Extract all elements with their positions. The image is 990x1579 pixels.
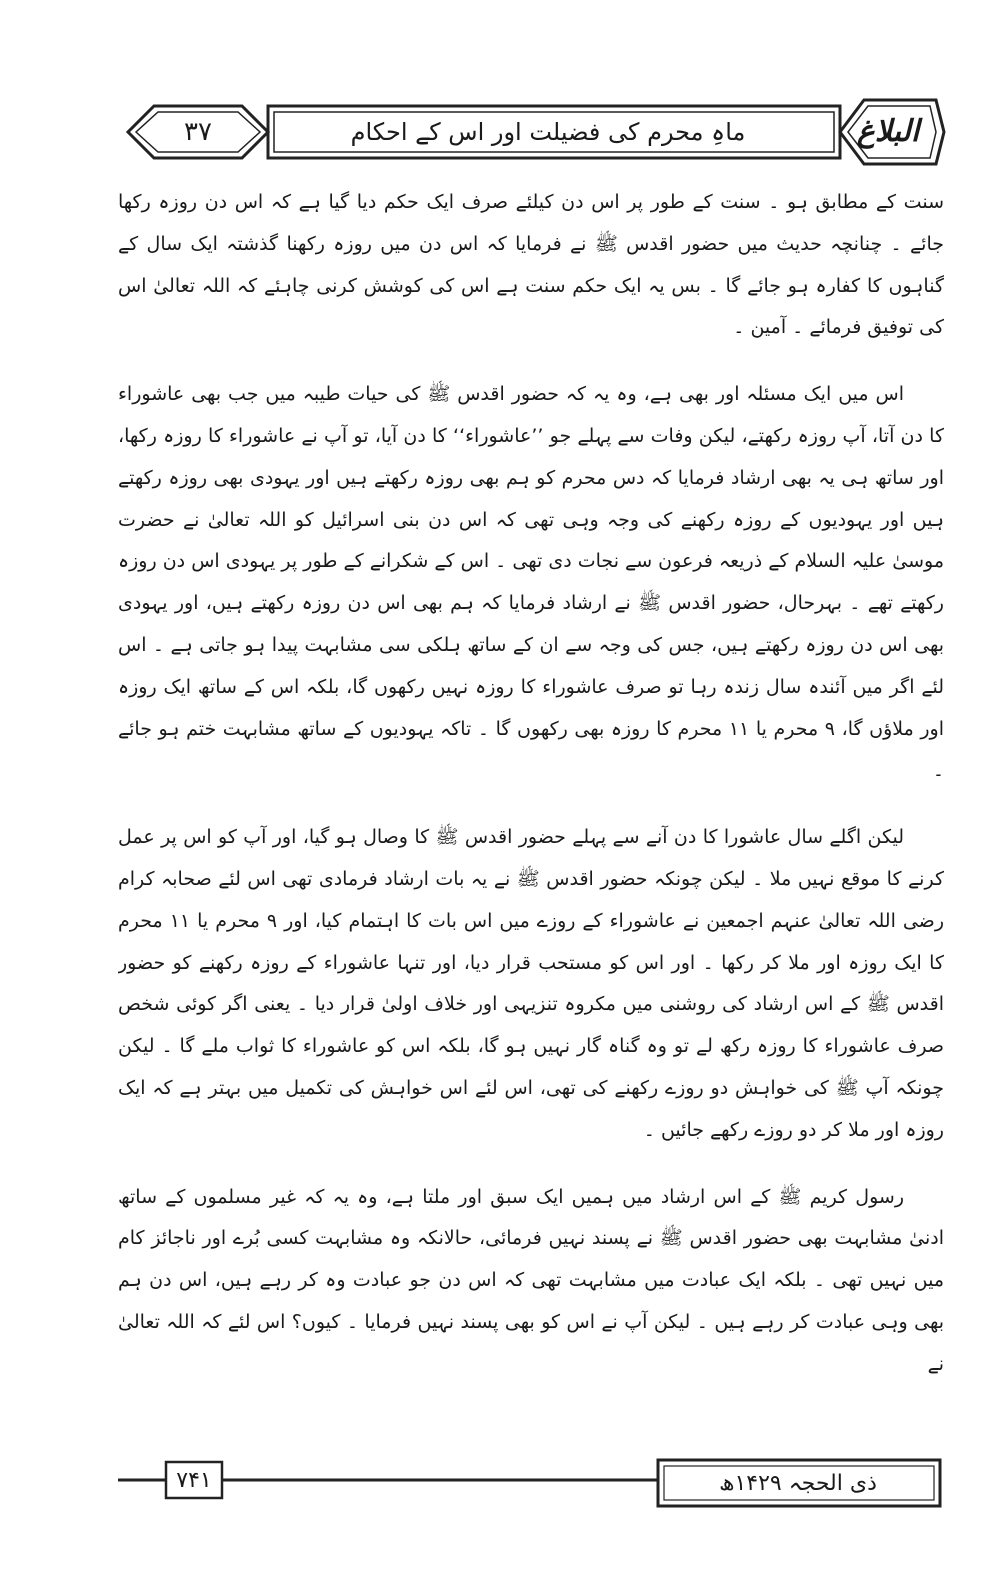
- running-title: ماہِ محرم کی فضیلت اور اس کے احکام: [350, 118, 746, 146]
- paragraph-2: اس میں ایک مسئلہ اور بھی ہے، وہ یہ کہ حضور اقدس ﷺ کی حیات طیبہ میں جب بھی عاشوراء کا دن آتا، آپ روزہ رکھتے، لیکن وفات سے پہلے جو ’’عاشوراء‘‘ کا دن آیا، تو آپ نے عاشوراء کا روزہ رکھا، اور ساتھ ہی یہ بھی ارشاد فرمایا کہ دس محرم کو ہم بھی روزہ رکھتے ہیں اور یہودی بھی روزہ رکھتے ہیں اور یہودیوں کے روزہ رکھنے کی وجہ وہی تھی کہ اس دن بنی اسرائیل کو اللہ تعالیٰ نے حضرت موسیٰ علیہ السلام کے ذریعہ فرعون سے نجات دی تھی ۔ اس کے شکرانے کے طور پر یہودی اس دن روزہ رکھتے تھے ۔ بہرحال، حضور اقدس ﷺ نے ارشاد فرمایا کہ ہم بھی اس دن روزہ رکھتے ہیں، اور یہودی بھی اس دن روزہ رکھتے ہیں، جس کی وجہ سے ان کے ساتھ ہلکی سی مشابہت پیدا ہو جاتی ہے ۔ اس لئے اگر میں آئندہ سال زندہ رہا تو صرف عاشوراء کا روزہ نہیں رکھوں گا، بلکہ اس کے ساتھ ایک روزہ اور ملاؤں گا، ۹ محرم یا ۱۱ محرم کا روزہ بھی رکھوں گا ۔ تاکہ یہودیوں کے ساتھ مشابہت ختم ہو جائے ۔: [118, 383, 944, 782]
- paragraph-4: رسول کریم ﷺ کے اس ارشاد میں ہمیں ایک سبق اور ملتا ہے، وہ یہ کہ غیر مسلموں کے ساتھ ادنیٰ مشابہت بھی حضور اقدس ﷺ نے پسند نہیں فرمائی، حالانکہ وہ مشابہت کسی بُرے اور ناجائز کام میں نہیں تھی ۔ بلکہ ایک عبادت میں مشابہت تھی کہ اس دن جو عبادت وہ کر رہے ہیں، اس دن ہم بھی وہی عبادت کر رہے ہیں ۔ لیکن آپ نے اس کو بھی پسند نہیں فرمایا ۔ کیوں؟ اس لئے کہ اللہ تعالیٰ نے: [118, 1185, 944, 1375]
- page-header: [118, 92, 948, 172]
- issue-date: ذی الحجہ ۱۴۲۹ھ: [719, 1471, 877, 1496]
- paragraph-1: سنت کے مطابق ہو ۔ سنت کے طور پر اس دن کیلئے صرف ایک حکم دیا گیا ہے کہ اس دن روزہ رکھا جائے ۔ چنانچہ حدیث میں حضور اقدس ﷺ نے فرمایا کہ اس دن میں روزہ رکھنا گذشتہ ایک سال کے گناہوں کا کفارہ ہو جائے گا ۔ بس یہ ایک حکم سنت ہے اس کی کوشش کرنی چاہئے کہ اللہ تعالیٰ اس کی توفیق فرمائے ۔ آمین ۔: [118, 191, 944, 339]
- footer-page-number: ۷۴۱: [176, 1468, 212, 1493]
- article-body: [118, 182, 944, 1442]
- page-footer: [118, 1458, 944, 1518]
- magazine-logo: البلاغ: [856, 114, 920, 149]
- paragraph-3: لیکن اگلے سال عاشورا کا دن آنے سے پہلے حضور اقدس ﷺ کا وصال ہو گیا، اور آپ کو اس پر عمل کرنے کا موقع نہیں ملا ۔ لیکن چونکہ حضور اقدس ﷺ نے یہ بات ارشاد فرمادی تھی اس لئے صحابہ کرام رضی اللہ تعالیٰ عنہم اجمعین نے عاشوراء کے روزے میں اس بات کا اہتمام کیا، اور ۹ محرم یا ۱۱ محرم کا ایک روزہ اور ملا کر رکھا ۔ اور اس کو مستحب قرار دیا، اور تنہا عاشوراء کے روزہ رکھنے کو حضور اقدس ﷺ کے اس ارشاد کی روشنی میں مکروہ تنزیہی اور خلاف اولیٰ قرار دیا ۔ یعنی اگر کوئی شخص صرف عاشوراء کا روزہ رکھ لے تو وہ گناہ گار نہیں ہو گا، بلکہ اس کو عاشوراء کا ثواب ملے گا ۔ لیکن چونکہ آپ ﷺ کی خواہش دو روزے رکھنے کی تھی، اس لئے اس خواہش کی تکمیل میں بہتر ہے کہ ایک روزہ اور ملا کر دو روزے رکھے جائیں ۔: [118, 826, 944, 1141]
- header-page-number: ۳۷: [184, 117, 212, 147]
